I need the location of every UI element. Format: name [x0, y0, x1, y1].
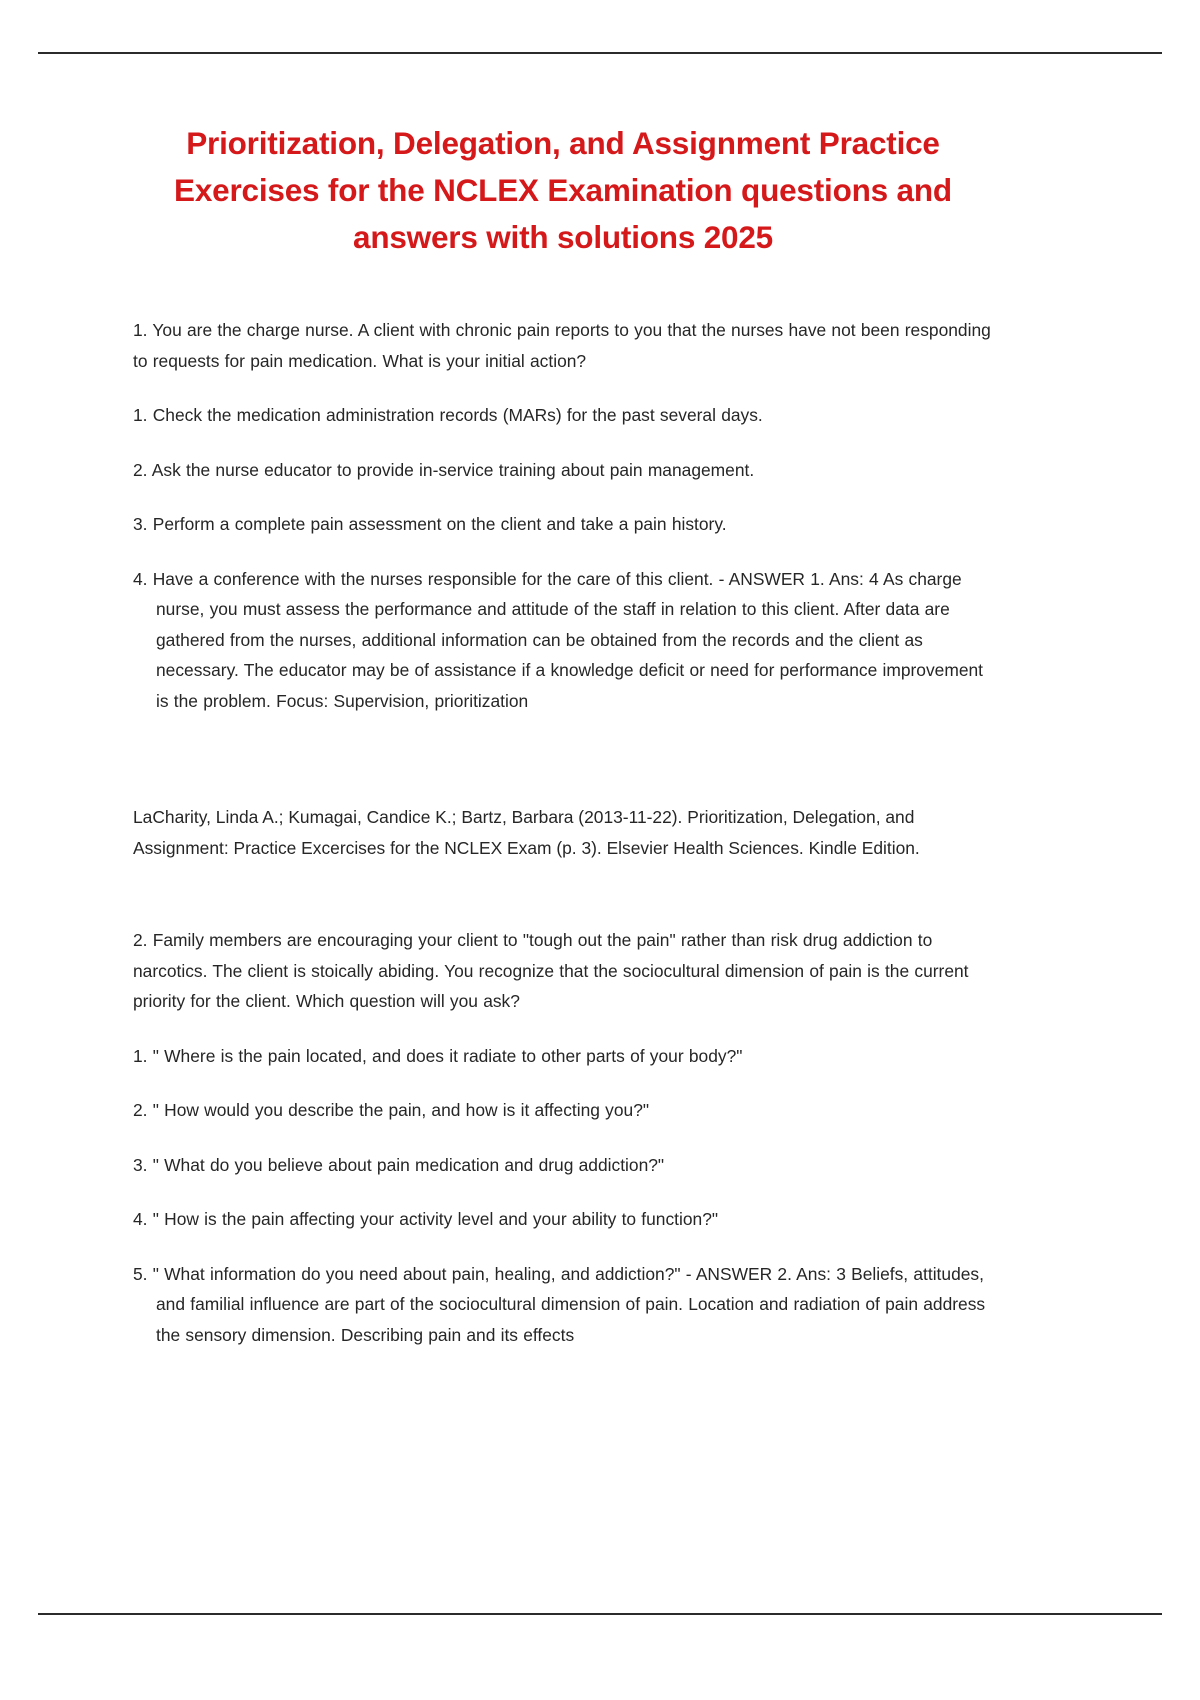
question-2-option-3: 3. " What do you believe about pain medication and drug addiction?": [133, 1154, 665, 1175]
question-2-option-4: 4. " How is the pain affecting your activity level and your ability to function?": [133, 1209, 719, 1229]
question-2-stem: 2. Family members are encouraging your client to "tough out the pain" rather than risk drug addiction to narcotics. The client is stoically abiding. You recognize that the sociocultural dimension of pain is the current priority for the client. Which question will you ask?: [133, 930, 969, 1011]
header-divider-rule: [38, 52, 1162, 54]
question-2-block: [133, 925, 993, 1350]
question-1-option-4-with-answer: 4. Have a conference with the nurses responsible for the care of this client. - ANSWER 1. Ans: 4 As charge nurse, you must assess the performance and attitude of the staff in relation to this client. After data are gathered from the nurses, additional information can be obtained from the records and the client as necessary. The educator may be of assistance if a knowledge deficit or need for performance improvement is the problem. Focus: Supervision, prioritization: [133, 568, 984, 711]
footer-divider-rule: [38, 1613, 1162, 1615]
question-1-stem: 1. You are the charge nurse. A client with chronic pain reports to you that the nurses have not been responding to requests for pain medication. What is your initial action?: [133, 320, 991, 371]
question-1-option-2: 2. Ask the nurse educator to provide in-service training about pain management.: [133, 459, 755, 480]
citation-block: [133, 802, 993, 863]
page-title: Prioritization, Delegation, and Assignment Practice Exercises for the NCLEX Examination questions and answers with solutions 2025: [174, 125, 952, 255]
question-1-option-3: 3. Perform a complete pain assessment on the client and take a pain history.: [133, 514, 727, 534]
question-1-block: [133, 315, 993, 716]
question-2-option-1: 1. " Where is the pain located, and does it radiate to other parts of your body?": [133, 1045, 743, 1066]
block-spacer-2: [133, 863, 993, 925]
block-spacer: [133, 740, 993, 802]
question-1-option-1: 1. Check the medication administration records (MARs) for the past several days.: [133, 405, 763, 425]
citation-text: LaCharity, Linda A.; Kumagai, Candice K.; Bartz, Barbara (2013-11-22). Prioritization, Delegation, and Assignment: Practice Excercises for the NCLEX Exam (p. 3). Elsevier Health Sciences. Kindle Edition.: [133, 807, 920, 858]
document-content: [133, 120, 993, 1374]
question-2-option-5-with-answer: 5. " What information do you need about pain, healing, and addiction?" - ANSWER 2. Ans: 3 Beliefs, attitudes, and familial influence are part of the sociocultural dimension of pain. Location and radiation of pain address the sensory dimension. Describing pain and its effects: [133, 1263, 986, 1345]
question-2-option-2: 2. " How would you describe the pain, and how is it affecting you?": [133, 1100, 650, 1120]
